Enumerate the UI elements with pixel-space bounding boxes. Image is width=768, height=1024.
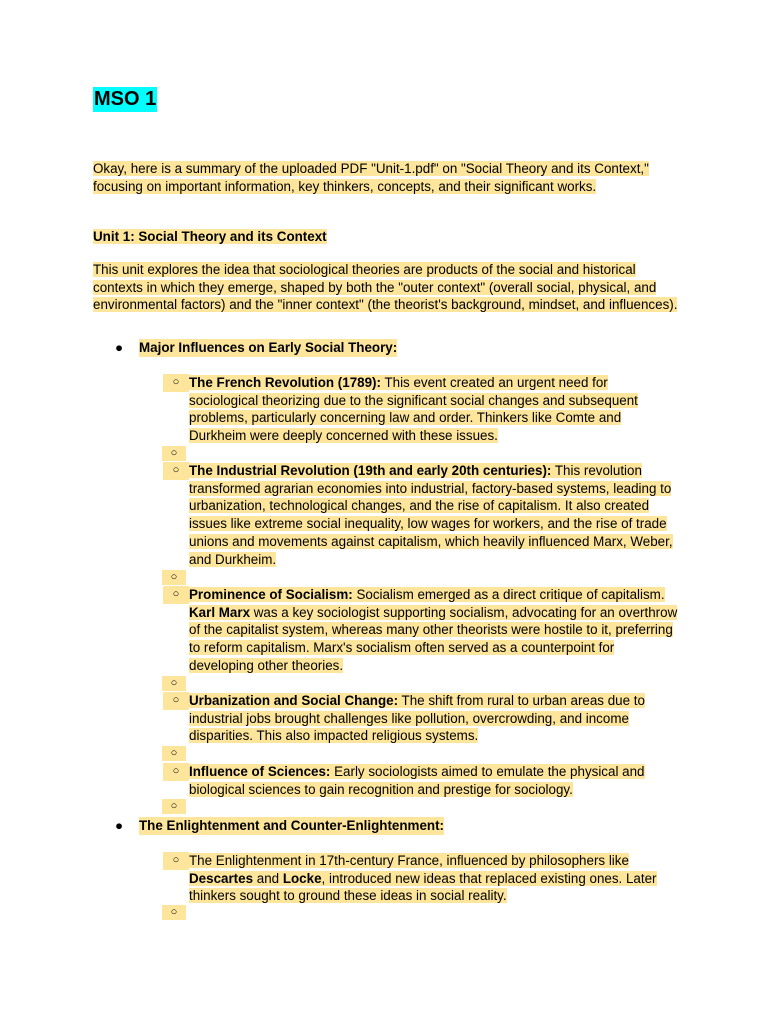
empty-sub-bullet: ○ xyxy=(162,570,186,585)
empty-sub-bullet: ○ xyxy=(162,799,186,814)
empty-sub-bullet: ○ xyxy=(162,446,186,461)
item-text-connector: and xyxy=(253,870,283,886)
item-text: The shift from rural to urban areas due to industrial jobs brought challenges like pollution, overcrowding, and income disparities. This also impacted religious systems. xyxy=(189,693,645,744)
sub-bullet-icon: ○ xyxy=(163,852,189,870)
intro-text: Okay, here is a summary of the uploaded PDF "Unit-1.pdf" on "Social Theory and its Context," focusing on important information, key thinkers, concepts, and their significant works. xyxy=(93,161,649,194)
item-title: Urbanization and Social Change: xyxy=(189,693,399,708)
list-item xyxy=(163,763,678,798)
intro-paragraph xyxy=(93,160,678,195)
section2-heading: The Enlightenment and Counter-Enlightenment: xyxy=(139,818,444,833)
bullet-icon: ● xyxy=(115,340,124,355)
item-text: Early sociologists aimed to emulate the physical and biological sciences to gain recognition and prestige for sociology. xyxy=(189,764,645,797)
bullet-icon: ● xyxy=(115,818,124,833)
item-text: This event created an urgent need for sociological theorizing due to the significant social changes and subsequent problems, particularly concerning law and order. Thinkers like Comte and Durkheim were deeply concerned with these issues. xyxy=(189,375,638,444)
sub-bullet-icon: ○ xyxy=(163,374,189,392)
list-item xyxy=(163,586,678,675)
list-item xyxy=(163,374,678,445)
section1-heading: Major Influences on Early Social Theory: xyxy=(139,340,398,355)
item-bold-name: Locke xyxy=(282,870,322,886)
list-item xyxy=(163,692,678,745)
sub-bullet-icon: ○ xyxy=(163,763,189,781)
empty-sub-bullet: ○ xyxy=(162,746,186,761)
item-text: Socialism emerged as a direct critique of capitalism. xyxy=(352,587,665,602)
item-title: The French Revolution (1789): xyxy=(189,375,381,390)
page-title: MSO 1 xyxy=(94,88,157,110)
list-item xyxy=(163,462,678,568)
item-bold-name: Descartes xyxy=(189,870,254,886)
item-title: Prominence of Socialism: xyxy=(189,587,353,602)
item-text-continued: , introduced new ideas that replaced existing ones. Later thinkers sought to ground these ideas in social reality. xyxy=(189,870,657,904)
sub-bullet-icon: ○ xyxy=(163,462,189,480)
unit-heading xyxy=(93,228,678,246)
item-bold-name: Karl Marx xyxy=(189,604,251,620)
empty-sub-bullet: ○ xyxy=(162,676,186,691)
unit-paragraph xyxy=(93,261,678,314)
item-text: This revolution transformed agrarian economies into industrial, factory-based systems, leading to urbanization, technological changes, and the rise of capitalism. It also created issues like extreme social inequality, low wages for workers, and the rise of trade unions and movements against capitalism, which heavily influenced Marx, Weber, and Durkheim. xyxy=(189,463,673,567)
unit-heading-text: Unit 1: Social Theory and its Context xyxy=(93,229,327,244)
item-title: Influence of Sciences: xyxy=(189,764,331,779)
item-text: The Enlightenment in 17th-century France, influenced by philosophers like xyxy=(189,853,629,868)
item-title: The Industrial Revolution (19th and early 20th centuries): xyxy=(189,463,552,478)
empty-sub-bullet: ○ xyxy=(162,905,186,920)
unit-paragraph-text: This unit explores the idea that sociological theories are products of the social and historical contexts in which they emerge, shaped by both the "outer context" (overall social, physical, and environmental factors) and the "inner context" (the theorist's background, mindset, and influences). xyxy=(93,262,678,312)
item-text-continued: was a key sociologist supporting socialism, advocating for an overthrow of the capitalist system, whereas many other theorists were hostile to it, preferring to reform capitalism. Marx's socialism often served as a counterpoint for developing other theories. xyxy=(189,604,678,673)
sub-bullet-icon: ○ xyxy=(163,692,189,710)
list-item xyxy=(163,852,678,905)
sub-bullet-icon: ○ xyxy=(163,586,189,604)
